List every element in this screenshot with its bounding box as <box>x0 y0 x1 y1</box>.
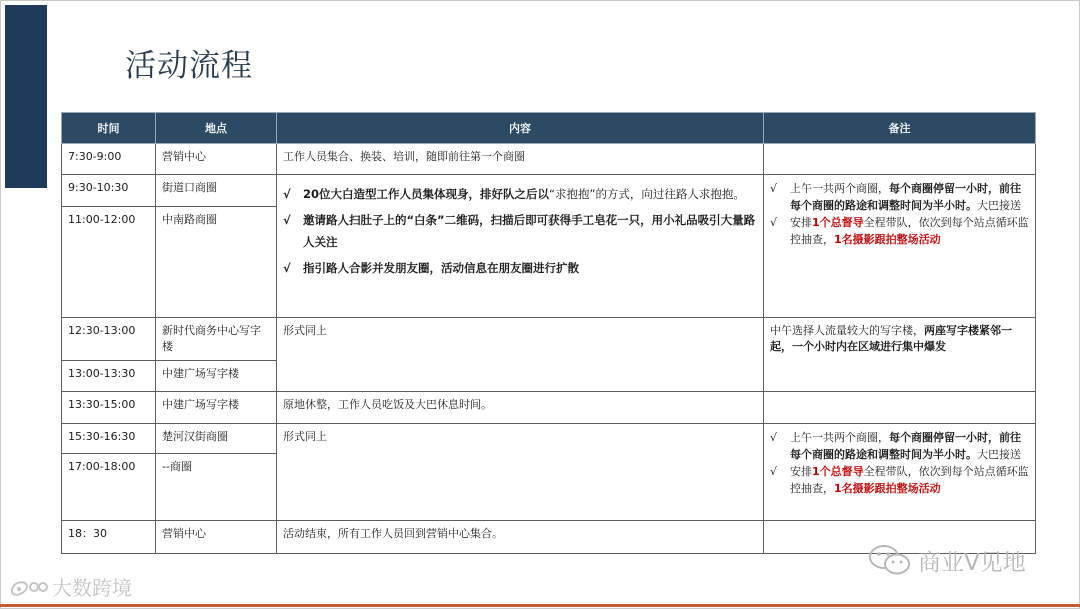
content-cell: 工作人员集合、换装、培训，随即前往第一个商圈 <box>277 144 764 175</box>
note-cell: 中午选择人流量较大的写字楼，两座写字楼紧邻一起，一个小时内在区域进行集中爆发 <box>764 318 1036 392</box>
place-cell: 新时代商务中心写字楼 <box>156 318 277 361</box>
bottom-accent-line <box>0 604 1080 607</box>
check-mark-icon: √ <box>283 261 291 275</box>
watermark-right <box>868 543 1026 577</box>
check-mark-icon: √ <box>770 216 778 229</box>
place-cell: 中建广场写字楼 <box>156 392 277 424</box>
bullet-item: √ 安排1个总督导全程带队，依次到每个站点循环监控抽查，1名摄影跟拍整场活动 <box>770 465 1029 495</box>
bullet-item: √ 20位大白造型工作人员集体现身，排好队之后以“求抱抱”的方式，向过往路人求抱抱。 <box>283 183 757 205</box>
place-cell: 中建广场写字楼 <box>156 361 277 392</box>
accent-bar <box>5 5 47 188</box>
note-bullet-list <box>770 429 1029 497</box>
content-cell: 形式同上 <box>277 424 764 521</box>
watermark-text: 大数跨境 <box>52 576 132 600</box>
schedule-table <box>61 112 1036 554</box>
page-title: 活动流程 <box>125 48 253 84</box>
time-cell: 13:00-13:30 <box>62 361 156 392</box>
activity-bullet-list <box>283 180 757 279</box>
watermark-text: 商业V见地 <box>918 549 1026 576</box>
time-cell: 15:30-16:30 <box>62 424 156 454</box>
check-mark-icon: √ <box>283 187 291 201</box>
check-mark-icon: √ <box>770 182 778 195</box>
wechat-icon <box>868 543 912 577</box>
place-cell: --商圈 <box>156 454 277 521</box>
table-row <box>62 392 1036 424</box>
bullet-item: √ 上午一共两个商圈，每个商圈停留一小时，前往每个商圈的路途和调整时间为半小时。大巴接送 <box>770 182 1021 212</box>
check-mark-icon: √ <box>770 431 778 444</box>
header-time: 时间 <box>62 113 156 144</box>
table-row <box>62 144 1036 175</box>
place-cell: 楚河汉街商圈 <box>156 424 277 454</box>
bullet-item: √ 上午一共两个商圈，每个商圈停留一小时，前往每个商圈的路途和调整时间为半小时。大巴接送 <box>770 431 1021 461</box>
note-cell <box>764 175 1036 318</box>
content-cell: 原地休整，工作人员吃饭及大巴休息时间。 <box>277 392 764 424</box>
note-cell <box>764 424 1036 521</box>
content-cell: 形式同上 <box>277 318 764 392</box>
time-cell: 18：30 <box>62 521 156 554</box>
table-row <box>62 318 1036 361</box>
place-cell: 街道口商圈 <box>156 175 277 207</box>
place-cell: 中南路商圈 <box>156 207 277 318</box>
place-cell: 营销中心 <box>156 521 277 554</box>
check-mark-icon: √ <box>770 465 778 478</box>
header-content: 内容 <box>277 113 764 144</box>
table-row <box>62 424 1036 454</box>
time-cell: 9:30-10:30 <box>62 175 156 207</box>
table-header-row <box>62 113 1036 144</box>
content-cell <box>277 175 764 318</box>
time-cell: 7:30-9:00 <box>62 144 156 175</box>
note-cell <box>764 144 1036 175</box>
watermark-left <box>8 572 132 601</box>
time-cell: 13:30-15:00 <box>62 392 156 424</box>
header-note: 备注 <box>764 113 1036 144</box>
time-cell: 12:30-13:00 <box>62 318 156 361</box>
bullet-item: √ 邀请路人扫肚子上的“白条”二维码，扫描后即可获得手工皂花一只，用小礼品吸引大量路人关注 <box>283 209 757 253</box>
content-cell: 活动结束，所有工作人员回到营销中心集合。 <box>277 521 764 554</box>
time-cell: 11:00-12:00 <box>62 207 156 318</box>
table-row <box>62 175 1036 207</box>
note-cell <box>764 392 1036 424</box>
header-place: 地点 <box>156 113 277 144</box>
check-mark-icon: √ <box>283 213 291 227</box>
bullet-item: √ 指引路人合影并发朋友圈，活动信息在朋友圈进行扩散 <box>283 257 757 279</box>
note-bullet-list <box>770 180 1029 248</box>
weibo-icon <box>8 575 48 599</box>
place-cell: 营销中心 <box>156 144 277 175</box>
time-cell: 17:00-18:00 <box>62 454 156 521</box>
bullet-item: √ 安排1个总督导全程带队，依次到每个站点循环监控抽查，1名摄影跟拍整场活动 <box>770 216 1029 246</box>
